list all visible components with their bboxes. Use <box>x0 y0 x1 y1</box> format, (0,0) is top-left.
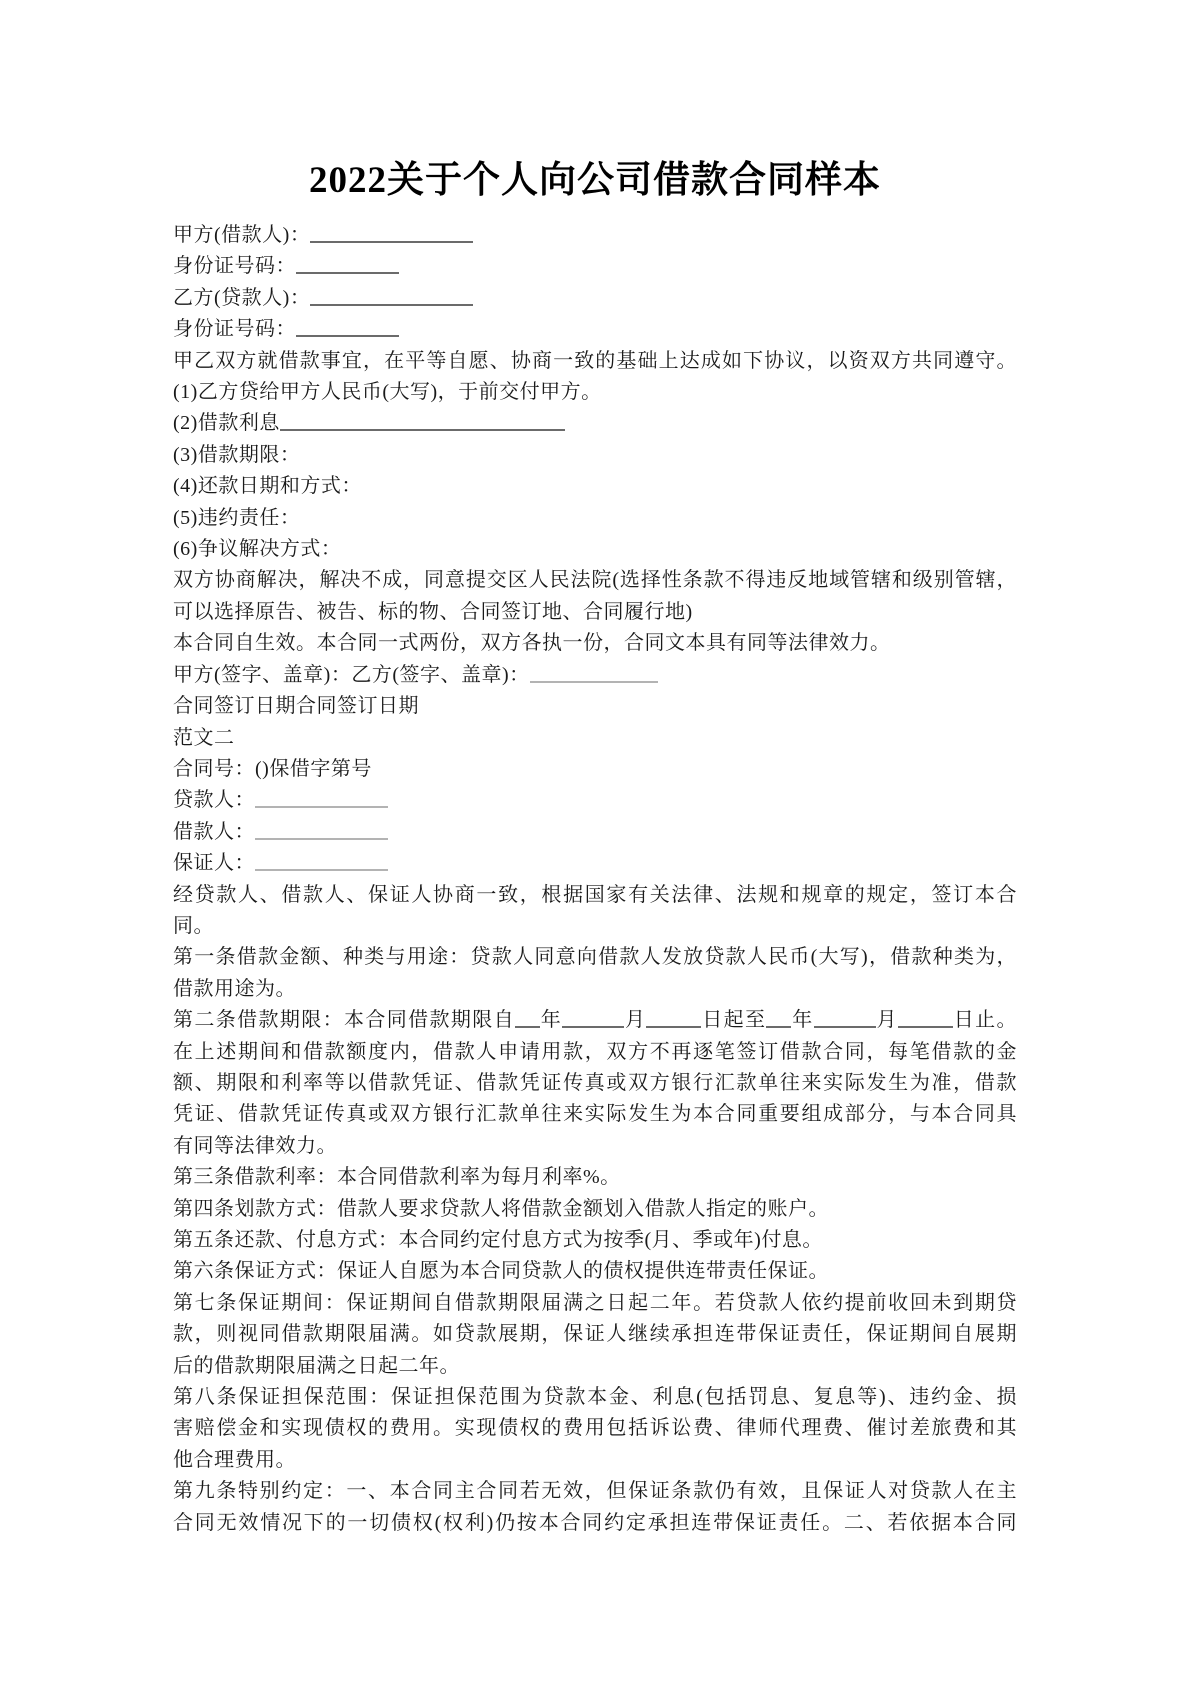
paragraph-row <box>173 597 1017 628</box>
text-run: 范文二 <box>173 726 235 749</box>
text-run: 年 <box>791 1009 814 1032</box>
text-run: 第九条特别约定：一、本合同主合同若无效，但保证条款仍有效，且保证人对贷款人在主 <box>173 1480 1017 1503</box>
text-run: 款，则视同借款期限届满。如贷款展期，保证人继续承担连带保证责任，保证期间自展期 <box>173 1323 1017 1346</box>
paragraph-row <box>173 628 1017 659</box>
paragraph-row <box>173 660 1017 691</box>
paragraph-row <box>173 314 1017 345</box>
text-run: 乙方(贷款人)： <box>173 286 311 309</box>
blank-line <box>310 227 473 243</box>
paragraph-row <box>173 1413 1017 1444</box>
blank-line <box>898 1012 953 1028</box>
rows-container <box>173 220 1017 1539</box>
paragraph-row <box>173 1194 1017 1225</box>
text-run: 有同等法律效力。 <box>173 1134 337 1157</box>
paragraph-row <box>173 346 1017 377</box>
text-run: 月 <box>624 1009 647 1032</box>
text-run: 身份证号码： <box>173 318 296 341</box>
paragraph-row <box>173 1508 1017 1539</box>
paragraph-row <box>173 817 1017 848</box>
text-run: 身份证号码： <box>173 255 296 278</box>
paragraph-row <box>173 1005 1017 1036</box>
paragraph-row <box>173 377 1017 408</box>
text-run: 经贷款人、借款人、保证人协商一致，根据国家有关法律、法规和规章的规定，签订本合 <box>173 883 1017 906</box>
paragraph-row <box>173 974 1017 1005</box>
text-run: 月 <box>875 1009 898 1032</box>
text-run: 第五条还款、付息方式：本合同约定付息方式为按季(月、季或年)付息。 <box>173 1229 823 1251</box>
text-run: 害赔偿金和实现债权的费用。实现债权的费用包括诉讼费、律师代理费、催讨差旅费和其 <box>173 1417 1017 1440</box>
blank-line <box>296 258 399 274</box>
paragraph-row <box>173 534 1017 565</box>
blank-line <box>255 824 388 840</box>
text-run: 甲方(签字、盖章)：乙方(签字、盖章)： <box>173 663 530 686</box>
paragraph-row <box>173 848 1017 879</box>
blank-line <box>646 1012 701 1028</box>
paragraph-row <box>173 785 1017 816</box>
document-title: 2022关于个人向公司借款合同样本 <box>309 160 881 201</box>
text-run: 第三条借款利率：本合同借款利率为每月利率%。 <box>173 1166 621 1189</box>
paragraph-row <box>173 471 1017 502</box>
paragraph-row <box>173 1037 1017 1068</box>
text-run: 甲方(借款人)： <box>173 224 311 246</box>
text-run: (4)还款日期和方式： <box>173 475 362 498</box>
text-run: 双方协商解决，解决不成，同意提交区人民法院(选择性条款不得违反地域管辖和级别管辖， <box>173 569 1017 592</box>
paragraph-row <box>173 942 1017 973</box>
text-run: 贷款人： <box>173 789 255 812</box>
paragraph-row <box>173 1319 1017 1350</box>
text-run: 借款用途为。 <box>173 977 296 1000</box>
text-run: 第二条借款期限：本合同借款期限自 <box>173 1009 515 1032</box>
text-run: 年 <box>539 1009 563 1032</box>
blank-line <box>562 1012 624 1028</box>
paragraph-row <box>173 1382 1017 1413</box>
paragraph-row <box>173 503 1017 534</box>
paragraph-row <box>173 440 1017 471</box>
paragraph-row <box>173 251 1017 282</box>
text-run: (3)借款期限： <box>173 443 301 466</box>
text-run: 借款人： <box>173 820 255 843</box>
paragraph-row <box>173 1162 1017 1193</box>
paragraph-row <box>173 754 1017 785</box>
text-run: 后的借款期限届满之日起二年。 <box>173 1354 460 1377</box>
blank-line <box>255 855 388 871</box>
text-run: 额、期限和利率等以借款凭证、借款凭证传真或双方银行汇款单往来实际发生为准，借款 <box>173 1071 1017 1094</box>
paragraph-row <box>173 1068 1017 1099</box>
blank-line <box>766 1012 791 1028</box>
text-run: 日止。 <box>952 1009 1018 1032</box>
blank-line <box>530 667 658 683</box>
paragraph-row <box>173 691 1017 722</box>
document-content <box>173 0 1017 1539</box>
paragraph-row <box>173 723 1017 754</box>
text-run: (6)争议解决方式： <box>173 538 342 561</box>
text-run: 他合理费用。 <box>173 1448 296 1471</box>
paragraph-row <box>173 1225 1017 1256</box>
text-run: 合同签订日期合同签订日期 <box>173 695 419 718</box>
paragraph-row <box>173 880 1017 911</box>
paragraph-row <box>173 1351 1017 1382</box>
paragraph-row <box>173 1288 1017 1319</box>
paragraph-row <box>173 1131 1017 1162</box>
text-run: 保证人： <box>173 852 255 875</box>
text-run: 本合同自生效。本合同一式两份，双方各执一份，合同文本具有同等法律效力。 <box>173 632 891 655</box>
text-run: 可以选择原告、被告、标的物、合同签订地、合同履行地) <box>173 600 693 623</box>
paragraph-row <box>173 408 1017 439</box>
text-run: 合同无效情况下的一切债权(权利)仍按本合同约定承担连带保证责任。二、若依据本合同 <box>173 1511 1017 1534</box>
paragraph-row <box>173 911 1017 942</box>
paragraph-row <box>173 220 1017 251</box>
blank-line <box>296 321 399 337</box>
text-run: 在上述期间和借款额度内，借款人申请用款，双方不再逐笔签订借款合同，每笔借款的金 <box>173 1040 1017 1063</box>
blank-line <box>280 415 565 431</box>
text-run: 第八条保证担保范围：保证担保范围为贷款本金、利息(包括罚息、复息等)、违约金、损 <box>173 1386 1017 1409</box>
text-run: 第七条保证期间：保证期间自借款期限届满之日起二年。若贷款人依约提前收回未到期贷 <box>173 1291 1017 1314</box>
text-run: 合同号：()保借字第号 <box>173 757 372 780</box>
blank-line <box>515 1012 540 1028</box>
text-run: 日起至 <box>701 1009 767 1032</box>
blank-line <box>310 290 473 306</box>
paragraph-row <box>173 283 1017 314</box>
text-run: 第六条保证方式：保证人自愿为本合同贷款人的债权提供连带责任保证。 <box>173 1260 829 1283</box>
paragraph-row <box>173 1476 1017 1507</box>
paragraph-row <box>173 1099 1017 1130</box>
text-run: 第一条借款金额、种类与用途：贷款人同意向借款人发放贷款人民币(大写)，借款种类为， <box>173 946 1017 969</box>
paragraph-row <box>173 1256 1017 1287</box>
text-run: (1)乙方贷给甲方人民币(大写)，于前交付甲方。 <box>173 381 602 404</box>
text-run: (2)借款利息 <box>173 412 280 435</box>
blank-line <box>255 792 388 808</box>
text-run: 凭证、借款凭证传真或双方银行汇款单往来实际发生为本合同重要组成部分，与本合同具 <box>173 1103 1017 1126</box>
paragraph-row <box>173 565 1017 596</box>
text-run: 第四条划款方式：借款人要求贷款人将借款金额划入借款人指定的账户。 <box>173 1197 829 1220</box>
blank-line <box>814 1012 876 1028</box>
text-run: (5)违约责任： <box>173 506 301 529</box>
text-run: 甲乙双方就借款事宜，在平等自愿、协商一致的基础上达成如下协议，以资双方共同遵守。 <box>173 349 1017 372</box>
text-run: 同。 <box>173 914 214 937</box>
paragraph-row <box>173 1445 1017 1476</box>
